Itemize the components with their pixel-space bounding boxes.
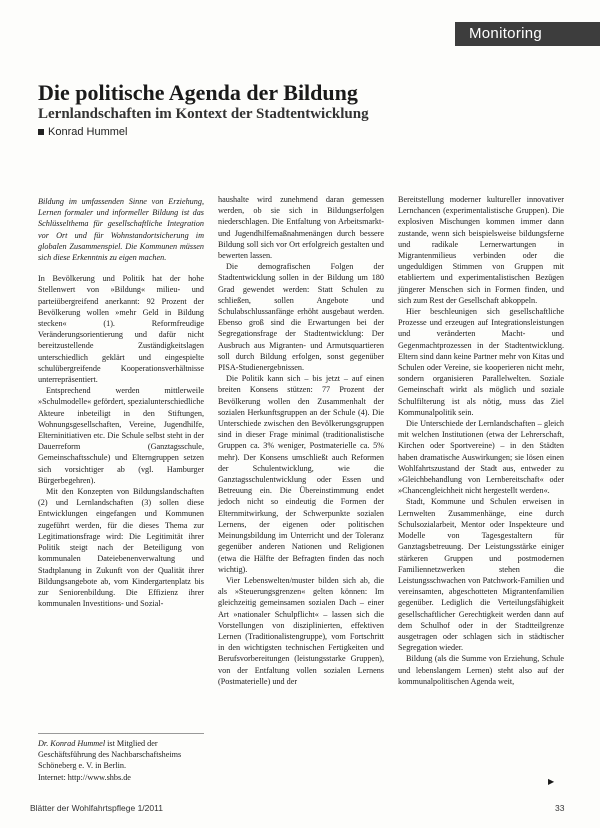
paragraph: Vier Lebenswelten/muster bilden sich ab, die als »Steuerungsgrenzen« gelten können: Im gleichzeitig gemeinsamen sozialen Dach – einer Art »nationaler Schulpflicht« – lassen sich die Vorstellungen von disziplinierten, effektiven Lernen (Traditionalistengruppe), vom Fortschritt in den wichtigsten technischen Fertigkeiten und Berufsvorbereitungen (leistungsstarke Gruppen), von der Entfaltung vollen sozialen Lernens (Postmaterielle) und der [218, 575, 384, 686]
author-line [38, 126, 127, 138]
bio-name: Dr. Konrad Hummel [38, 739, 106, 748]
author-bullet-icon [38, 129, 44, 135]
paragraph: In Bevölkerung und Politik hat der hohe Stellenwert von »Bildung« milieu- und parteiübergreifend anerkannt: 92 Prozent der Bevölkerung wollen »mehr Geld in Bildung stecken« (1). Reformfreudige Veränderungsorientierung und dafür nicht bereitzustellende Zuständigkeitslagen unterschiedlich geklärt und eingespielte schulübergreifende Kooperationsverhältnisse unterrepräsentiert. [38, 274, 204, 385]
article-subtitle: Lernlandschaften im Kontext der Stadtentwicklung [38, 106, 369, 122]
section-tab: Monitoring [455, 22, 600, 46]
text-column-2 [218, 194, 384, 687]
paragraph: Entsprechend werden mittlerweile »Schulmodelle« gefördert, spezialunterschiedliche Akteure inbeteiligt in den Stiftungen, Wohnungsgesellschaften, Vereine, Jugendhilfe, Elterninitiativen etc. Die Schule selbst steht in der Dauerreform (Ganztagsschule, Gemeinschaftsschule) und Elterngruppen setzen sich vorsichtiger ab (vgl. Hamburger Bürgerbegehren). [38, 386, 204, 485]
continue-arrow-icon: ▶ [548, 777, 555, 786]
article-title: Die politische Agenda der Bildung [38, 80, 358, 105]
paragraph: Bereitstellung moderner kultureller innovativer Lernchancen (experimentalistische Gruppen). Die explosiven Mischungen kommen immer dann zustande, wenn sich beispielsweise bildungsferne und radikale Lernerwartungen in Migrantenmilieus verbinden oder die ungeduldigen Stimmen von Gruppen mit etabliertem und experimentalistischen Bezügen jüngerer Menschen sich in Formen finden, und sich zum Rest der Gesellschaft abkoppeln. [398, 195, 564, 305]
footer-journal: Blätter der Wohlfahrtspflege 1/2011 [30, 803, 163, 813]
text-column-3 [398, 194, 564, 687]
author-name: Konrad Hummel [48, 126, 128, 138]
paragraph: Bildung (als die Summe von Erziehung, Schule und lebenslangem Lernen) steht also auf der kommunalpolitischen Agenda weit, [398, 654, 564, 686]
paragraph: Die Unterschiede der Lernlandschaften – gleich mit welchen Institutionen (etwa der Lehrerschaft, Kirchen oder Sportvereine) – in den Städten haben dramatische Auswirkungen; sie lösen einen Wohlfahrtszustand der Stadt aus, entweder zu »Gleichbehandlung von Lernbereitschaft« oder »Chancengleichheit nicht hergestellt werden«. [398, 419, 564, 496]
bio-internet: Internet: http://www.shbs.de [38, 772, 131, 782]
author-bio [38, 733, 204, 783]
footer-page-number: 33 [555, 803, 565, 813]
paragraph: Die demografischen Folgen der Stadtentwicklung sollen in der Bildung um 180 Grad gewendet werden: Statt Schulen zu schließen, sollen Angebote und Schulabschlussanfänge erhöht ausgebaut werden. Ebenso groß sind die Erwartungen bei der Segregationsfrage der Stadtentwicklung: Der Ausbruch aus Migranten- und Armutsquartieren soll durch Bildung erfolgen, sonst gegenüber PISA-Studienergebnissen. [218, 262, 384, 373]
paragraph: Stadt, Kommune und Schulen erweisen in Lernwelten Zusammenhänge, eine durch Schulsozialarbeit, Mentor oder Inspekteure und Modelle von Tagesgestaltern für Ganztagsbetreuung. Der Leistungsstärke einiger stärkeren Gruppen und postmodernen Familiennetzwerken stehen die Leistungsschwachen von Patchwork-Familien und vereinsamten, abgeschotteten Migrantenfamilien gegenüber. Lediglich die Verteilungsfähigkeit gesellschaftlicher Gerechtigkeit werden dann auf dem Schulhof oder in der Stadtteilgrenze ausgetragen oder schlagen sich in städtischer Segregation wieder. [398, 497, 564, 653]
lead-paragraph: Bildung im umfassenden Sinne von Erziehung, Lernen formaler und informeller Bildung ist das Schlüsselthema für gesellschaftliche Integration vor Ort und für Wohnstandortsicherung im globalen Zusammenspiel. Die Kommunen müssen sich diese Erkenntnis zu eigen machen. [38, 197, 204, 263]
paragraph: Hier beschleunigen sich gesellschaftliche Prozesse und erzeugen auf Integrationsleistungen und veränderten Macht- und Gegenmachtprozessen in der Stadtentwicklung. Eltern sind dann keine Partner mehr von Kitas und Schulen oder Vereine, sie kooperieren nicht mehr, sondern organisieren Parallelwelten. Soziale Gemeinschaft wirkt als möglich und soziale Schulfilterung ist als nötig, muss das Ziel Kommunalpolitik sein. [398, 307, 564, 417]
text-column-1 [38, 196, 204, 609]
paragraph: haushalte wird zunehmend daran gemessen werden, ob sie sich in Bildungserfolgen niederschlagen. Die Entfaltung von Arbeitsmarkt- und Jugendhilfemaßnahmenängen durch bessere Bildung soll sich vor Ort erfolgreich gestalten und bewerten lassen. [218, 195, 384, 261]
bio-text: ist Mitglied der Geschäftsführung des Nachbarschaftsheims Schöneberg e. V. in Berlin. [38, 739, 182, 771]
paragraph: Die Politik kann sich – bis jetzt – auf einen breiten Konsens stützen: 77 Prozent der Bevölkerung wollen den Zusammenhalt der sozialen Herkunftsgruppen an der Schule (4). Die Unterschiede zwischen den Bevölkerungsgruppen sind in dieser Frage minimal (traditionalistische Gruppen ca. 3% weniger, Postmaterielle ca. 5% mehr). Der Konsens umschließt auch Reformen der Schulentwicklung, wie die Ganztagsschulentwicklung oder Essen und Betreuung ein. Die Übereinstimmung endet jedoch nicht so eindeutig die Formen der Elternmitwirkung, der Schwerpunkte sozialen Lernens, der eigenen oder politischen Meinungsbildung im Unterricht und der Toleranz gegenüber anderen Nationen und Religionen (etwa die Hälfte der Befragten finden das noch wichtig). [218, 374, 384, 574]
paragraph: Mit den Konzepten von Bildungslandschaften (2) und Lernlandschaften (3) sollen diese Entwicklungen eingefangen und Kommunen zugeführt werden, für die dieses Thema zur Legitimationsfrage wird: Die Legitimität ihrer Politik steigt nach der Beteiligung von kommunalen Dateiebenenverwaltung und Stadtplanung in Zukunft von der Qualität ihrer Bildungsangebote ab, vom Kindergartenplatz bis zur Seniorenbildung. Die Effizienz ihrer kommunalen Investitions- und Sozial- [38, 487, 204, 609]
